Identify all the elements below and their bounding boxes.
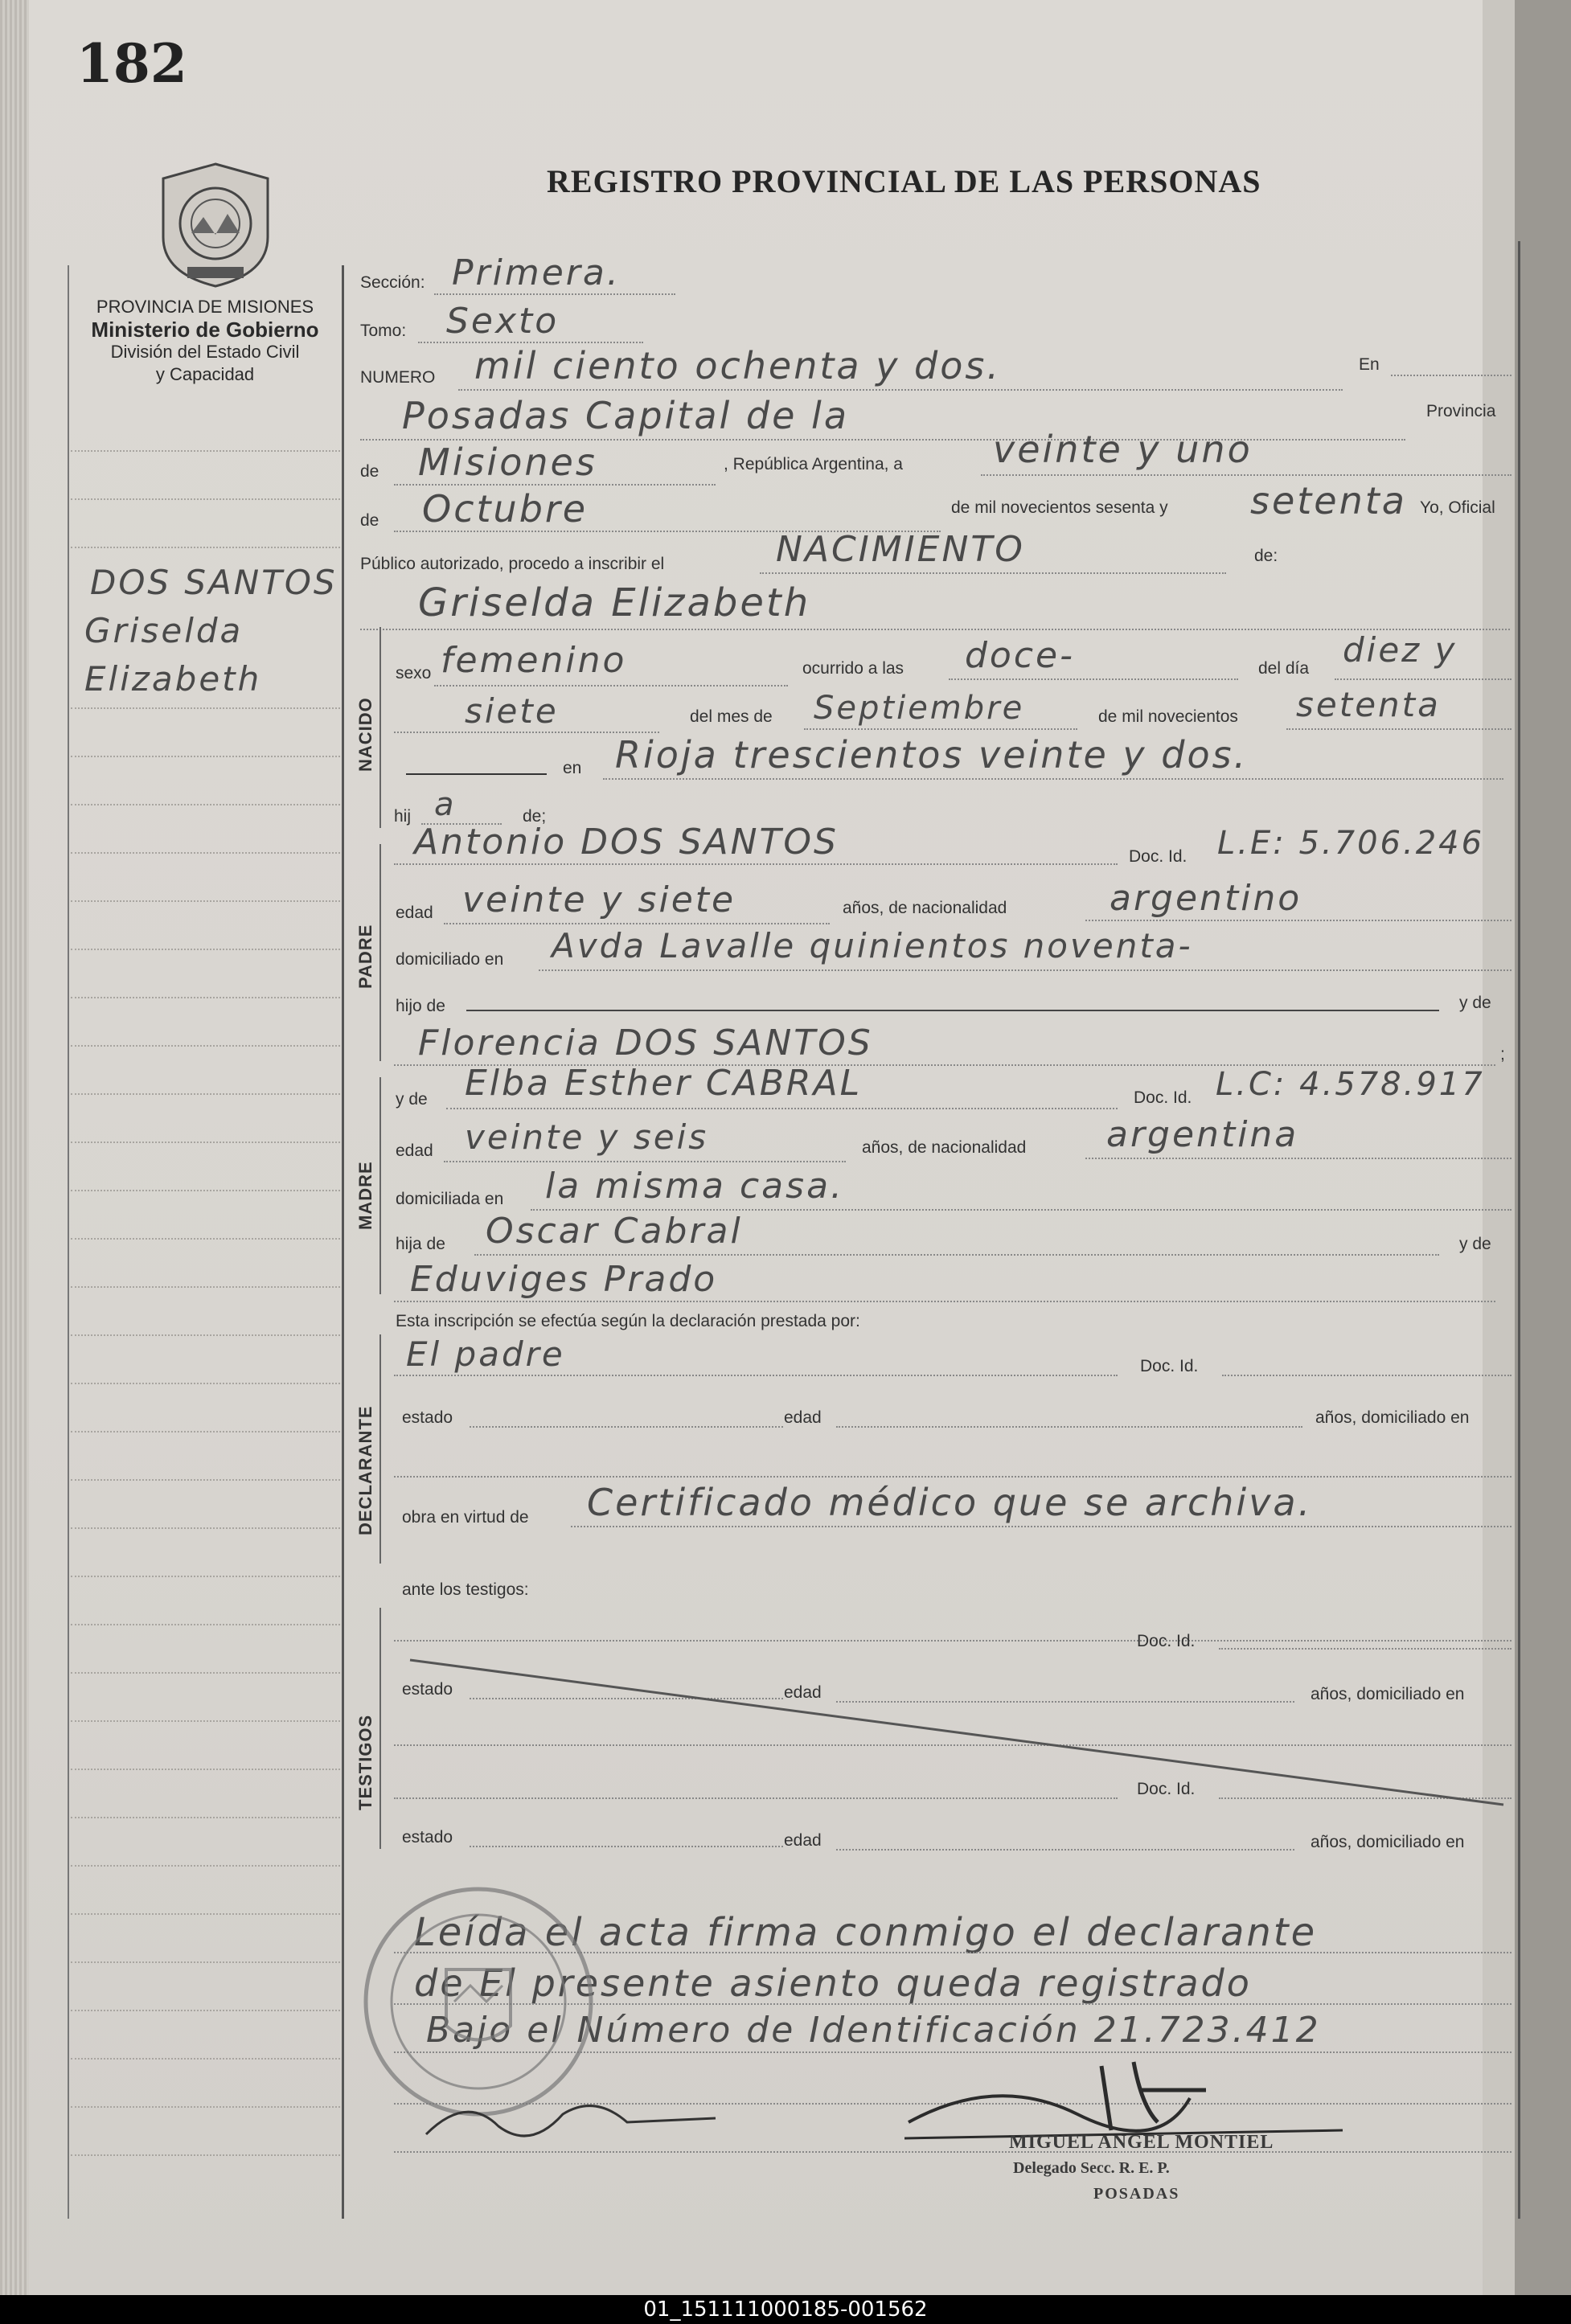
padre-nombre-value: Antonio DOS SANTOS — [414, 822, 839, 863]
testigo2-doc-label: Doc. Id. — [1137, 1780, 1196, 1798]
declarante-label: DECLARANTE — [355, 1405, 375, 1535]
padre-nac-value: argentino — [1110, 878, 1302, 919]
dia-nac-value-1: diez y — [1343, 630, 1458, 670]
provincia-label: Provincia — [1426, 402, 1496, 420]
madre-edad-label: edad — [396, 1142, 433, 1160]
inscripcion-label: Esta inscripción se efectúa según la declaración prestada por: — [396, 1312, 860, 1330]
lugar-nac-value: Rioja trescientos veinte y dos. — [615, 733, 1249, 777]
tomo-value: Sexto — [446, 301, 560, 342]
anio-nac-value: setenta — [1296, 685, 1441, 724]
semicolon-label: ; — [1500, 1045, 1505, 1064]
dia-nac-value-2: siete — [465, 691, 559, 731]
page-stack-edge — [1483, 0, 1515, 2295]
declarante-value: El padre — [406, 1334, 565, 1374]
closing-line-2: de El presente asiento queda registrado — [414, 1961, 1252, 2005]
left-margin-line — [68, 265, 69, 2219]
obra-label: obra en virtud de — [402, 1508, 529, 1527]
madre-nac-value: argentina — [1106, 1114, 1299, 1155]
closing-line-3: Bajo el Número de Identificación 21.723.412 — [426, 2010, 1321, 2051]
padre-nac-label: años, de nacionalidad — [843, 899, 1007, 917]
madre-doc-value: L.C: 4.578.917 — [1216, 1066, 1485, 1103]
book-binding — [0, 0, 29, 2295]
page-edge-shadow — [1515, 0, 1571, 2295]
de-colon-label: de: — [1254, 547, 1278, 565]
madre-nac-label: años, de nacionalidad — [862, 1138, 1027, 1157]
hij-value: a — [434, 786, 457, 823]
coat-of-arms-icon — [155, 161, 276, 289]
margin-given-name: Griselda — [84, 611, 244, 650]
declarante-doc-label: Doc. Id. — [1140, 1357, 1199, 1375]
de-label-2: de — [360, 511, 379, 530]
blank-rule — [406, 773, 547, 775]
testigos-label: TESTIGOS — [355, 1714, 375, 1810]
division-line-1: División del Estado Civil — [110, 342, 300, 362]
ocurrido-label: ocurrido a las — [802, 659, 904, 678]
del-dia-label: del día — [1258, 659, 1310, 678]
padre-dom-value: Avda Lavalle quinientos noventa- — [552, 926, 1193, 965]
madre-dom-label: domiciliada en — [396, 1190, 504, 1208]
hijo-de-label: hijo de — [396, 997, 445, 1015]
madre-dom-value: la misma casa. — [545, 1166, 845, 1207]
en-label: En — [1359, 355, 1380, 374]
obra-value: Certificado médico que se archiva. — [587, 1481, 1313, 1524]
secondary-signature — [418, 2086, 724, 2150]
padre-doc-label: Doc. Id. — [1129, 847, 1187, 866]
right-border — [1518, 241, 1520, 2219]
padre-doc-value: L.E: 5.706.246 — [1217, 825, 1485, 862]
padre-edad-value: veinte y siete — [462, 879, 736, 920]
madre-nombre-value: Elba Esther CABRAL — [465, 1063, 863, 1104]
document-title: REGISTRO PROVINCIAL DE LAS PERSONAS — [547, 163, 1261, 199]
madre-label: MADRE — [355, 1161, 375, 1230]
numero-value: mil ciento ochenta y dos. — [474, 344, 1001, 387]
nacido-label: NACIDO — [355, 697, 375, 772]
stamp-name: MIGUEL ANGEL MONTIEL — [1009, 2132, 1274, 2153]
sexo-label: sexo — [396, 664, 432, 682]
ante-testigos-label: ante los testigos: — [402, 1580, 529, 1599]
page-number: 182 — [76, 32, 187, 95]
testigo1-estado-label: estado — [402, 1680, 453, 1699]
testigo2-anios-label: años, domiciliado en — [1311, 1833, 1465, 1851]
publico-label: Público autorizado, procedo a inscribir el — [360, 555, 665, 573]
del-mes-label: del mes de — [690, 707, 773, 726]
margin-surname: DOS SANTOS — [90, 563, 338, 602]
province-name: PROVINCIA DE MISIONES — [96, 297, 314, 317]
padre-edad-label: edad — [396, 904, 433, 922]
yo-oficial-label: Yo, Oficial — [1420, 498, 1495, 517]
issuing-office — [64, 296, 346, 386]
abuela-paterna-value: Florencia DOS SANTOS — [418, 1023, 873, 1064]
de-semicolon-label: de; — [523, 807, 547, 826]
testigo2-edad-label: edad — [784, 1831, 822, 1850]
republica-label: , República Argentina, a — [724, 455, 903, 473]
margin-middle-name: Elizabeth — [84, 659, 262, 699]
mil-sesenta-label: de mil novecientos sesenta y — [951, 498, 1168, 517]
abuelo-materno-value: Oscar Cabral — [486, 1211, 743, 1252]
madre-doc-label: Doc. Id. — [1134, 1088, 1192, 1107]
tomo-label: Tomo: — [360, 322, 407, 340]
seccion-value: Primera. — [452, 252, 621, 293]
testigo1-anios-label: años, domiciliado en — [1311, 1685, 1465, 1703]
hija-de-label: hija de — [396, 1235, 445, 1253]
testigo1-edad-label: edad — [784, 1683, 822, 1702]
de-label-1: de — [360, 462, 379, 481]
testigos-bracket — [379, 1608, 381, 1849]
mes-nac-value: Septiembre — [814, 690, 1025, 727]
provincia-value: Misiones — [418, 441, 597, 484]
padre-bracket — [379, 844, 381, 1061]
abuela-materna-value: Eduviges Prado — [410, 1259, 718, 1300]
acto-value: NACIMIENTO — [776, 529, 1025, 570]
mes-value: Octubre — [422, 487, 589, 531]
testigo1-doc-label: Doc. Id. — [1137, 1632, 1196, 1650]
numero-label: NUMERO — [360, 368, 436, 387]
column-divider — [342, 265, 344, 2219]
madre-y-de-label: y de — [396, 1090, 428, 1109]
madre-y-de-2-label: y de — [1459, 1235, 1491, 1253]
hijo-de-rule — [466, 1010, 1439, 1011]
declarante-bracket — [379, 1334, 381, 1564]
dia-fecha-value: veinte y uno — [993, 428, 1253, 471]
lugar-value: Posadas Capital de la — [402, 394, 850, 437]
en-label-2: en — [563, 759, 582, 777]
anio-value: setenta — [1250, 479, 1407, 523]
nacido-bracket — [379, 627, 381, 828]
madre-bracket — [379, 1077, 381, 1294]
declarante-anios-label: años, domiciliado en — [1315, 1408, 1470, 1427]
padre-dom-label: domiciliado en — [396, 950, 504, 969]
closing-line-1: Leída el acta firma conmigo el declarante — [414, 1910, 1318, 1955]
stamp-location: POSADAS — [1093, 2185, 1180, 2203]
sexo-value: femenino — [441, 640, 627, 681]
seccion-label: Sección: — [360, 273, 425, 292]
strike-through-line — [402, 1652, 1512, 1813]
mil-nov-label: de mil novecientos — [1098, 707, 1238, 726]
padre-label: PADRE — [355, 924, 375, 989]
padre-y-de-label: y de — [1459, 994, 1491, 1012]
division-line-2: y Capacidad — [155, 364, 255, 384]
madre-edad-value: veinte y seis — [465, 1117, 709, 1157]
nombre-value: Griselda Elizabeth — [418, 580, 811, 625]
declarante-edad-label: edad — [784, 1408, 822, 1427]
testigo2-estado-label: estado — [402, 1828, 453, 1846]
hora-value: doce- — [965, 635, 1075, 676]
image-id-footer: 01_151111000185-001562 — [0, 2295, 1571, 2324]
ministry-name: Ministerio de Gobierno — [91, 318, 319, 342]
declarante-estado-label: estado — [402, 1408, 453, 1427]
stamp-title: Delegado Secc. R. E. P. — [1013, 2159, 1170, 2177]
hij-label: hij — [394, 807, 412, 826]
